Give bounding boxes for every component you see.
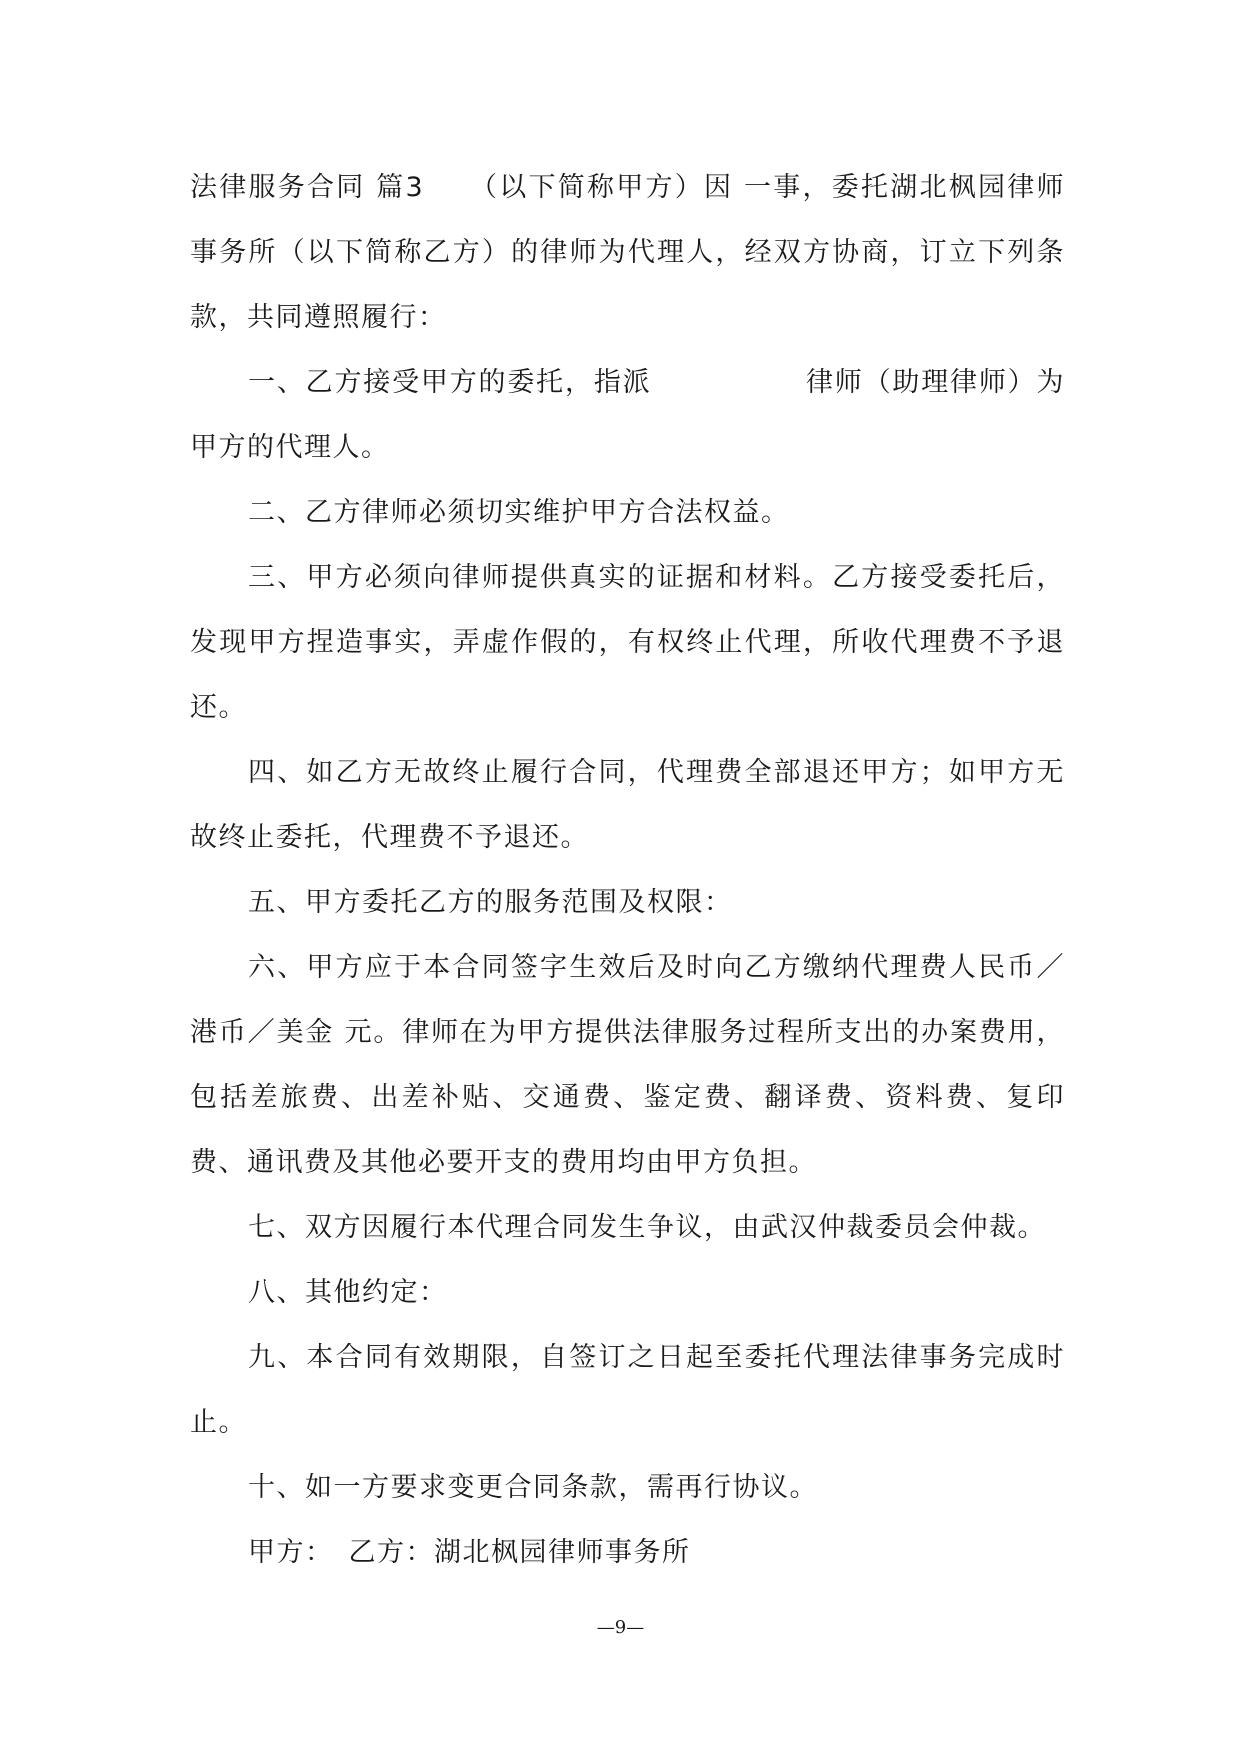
clause-5: 五、甲方委托乙方的服务范围及权限：: [248, 887, 733, 918]
clause-4: 四、如乙方无故终止履行合同，代理费全部退还甲方；如甲方无故终止委托，代理费不予退还。: [190, 757, 1065, 853]
clause-10: 十、如一方要求变更合同条款，需再行协议。: [248, 1472, 818, 1503]
document-body: [190, 155, 1065, 1585]
contract-intro-paragraph: 法律服务合同 篇3 （以下简称甲方）因 一事，委托湖北枫园律师事务所（以下简称乙方）的律师为代理人，经双方协商，订立下列条款，共同遵照履行：: [190, 172, 1065, 333]
clause-3: 三、甲方必须向律师提供真实的证据和材料。乙方接受委托后，发现甲方捏造事实，弄虚作假的，有权终止代理，所收代理费不予退还。: [190, 562, 1065, 723]
page-number: —9—: [596, 1617, 645, 1638]
clause-8: 八、其他约定：: [248, 1277, 448, 1308]
clause-7: 七、双方因履行本代理合同发生争议，由武汉仲裁委员会仲裁。: [248, 1212, 1046, 1243]
signature-line: 甲方： 乙方：湖北枫园律师事务所: [248, 1537, 691, 1568]
clause-1: 一、乙方接受甲方的委托，指派 律师（助理律师）为甲方的代理人。: [190, 367, 1065, 463]
clause-2: 二、乙方律师必须切实维护甲方合法权益。: [248, 497, 790, 528]
clause-9: 九、本合同有效期限，自签订之日起至委托代理法律事务完成时止。: [190, 1342, 1065, 1438]
clause-6: 六、甲方应于本合同签字生效后及时向乙方缴纳代理费人民币／港币／美金 元。律师在为甲方提供法律服务过程所支出的办案费用，包括差旅费、出差补贴、交通费、鉴定费、翻译费、资料费、复印费、通讯费及其他必要开支的费用均由甲方负担。: [190, 952, 1065, 1178]
